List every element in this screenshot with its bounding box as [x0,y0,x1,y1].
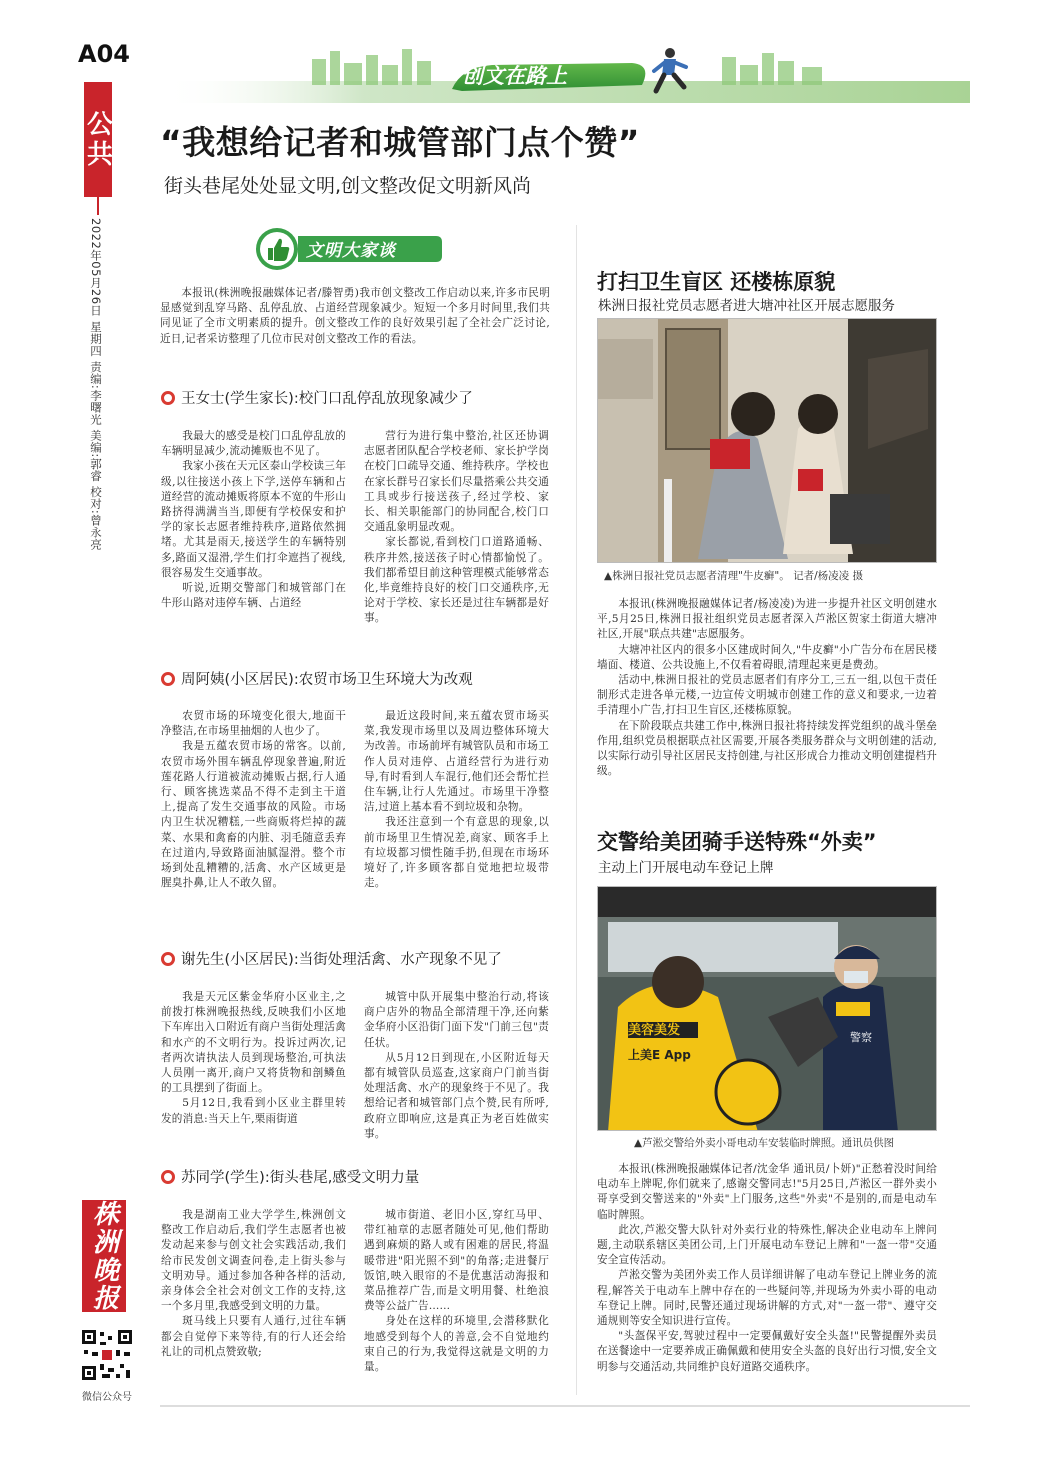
paragraph: 我是天元区紫金华府小区业主,之前拨打株洲晚报热线,反映我们小区地下车库出入口附近有商户当街处理活禽和水产的不文明行为。投诉过两次,记者两次请执法人员到现场整治,可执法人员刚一离开,商户又将货物和剖鳞鱼的工具摆到了街面上。 [161,991,346,1095]
page-number: A04 [78,40,130,68]
paragraph: 城管中队开展集中整治行动,将该商户店外的物品全部清理干净,还向紫金华府小区沿街门面下发"门前三包"责任状。 [364,991,549,1049]
date-line: 2022年05月26日 星期四 责编:李曙光 美编:郭睿 校对:曾永亮 [89,218,103,551]
paragraph: 从5月12日到现在,小区附近每天都有城管队员巡查,这家商户门前当街处理活禽、水产的现象终于不见了。我想给记者和城管部门点个赞,民有所呼,政府立即响应,这是真正为老百姓做实事。 [364,1051,549,1140]
intro-paragraph: 本报讯(株洲晚报融媒体记者/滕智勇)我市创文整改工作启动以来,许多市民明显感觉到乱穿马路、乱停乱放、占道经营现象减少。短短一个多月时间里,我们共同见证了全市文明素质的提升。创文整改工作的良好效果引起了全社会广泛讨论,近日,记者采访整理了几位市民对创文整改工作的看法。 [160,287,550,345]
police-photo-scene [598,887,937,1131]
headline: “我想给记者和城管部门点个赞” [160,123,640,162]
column-divider [576,225,577,1395]
paragraph: 本报讯(株洲晚报融媒体记者/杨凌凌)为进一步提升社区文明创建水平,5月25日,株洲日报社组织党员志愿者深入芦淞区贺家土街道大塘冲社区,开展"联点共建"志愿服务。 [597,598,937,641]
volunteer-photo-scene [598,319,937,563]
bullet-icon [161,1170,175,1184]
paper-logo-text: 株洲晚报 [88,1200,119,1312]
right-story-2-body [597,1162,937,1375]
paragraph: 我是五蕴农贸市场的常客。以前,农贸市场外围车辆乱停现象普遍,附近莲花路人行道被流动摊贩占据,行人通行、顾客挑选菜品不得不走到主干道上,提高了发生交通事故的风险。市场内卫生状况糟糕,一些商贩将烂掉的蔬菜、水果和禽畜的内脏、羽毛随意丢弃在过道内,导致路面油腻湿滑。整个市场到处乱糟糟的,活禽、水产区域更是腥臭扑鼻,让人不敢久留。 [161,740,346,890]
section-2-col-2 [364,709,549,891]
paragraph: 本报讯(株洲晚报融媒体记者/沈金华 通讯员/卜妍)"正愁着没时间给电动车上牌呢,你们就来了,感谢交警同志!"5月25日,芦淞区一群外卖小哥享受到交警送来的"外卖"上门服务,这些"外卖"不是别的,而是电动车临时牌照。 [597,1163,937,1221]
section-heading-text: 周阿姨(小区居民):农贸市场卫生环境大为改观 [181,672,473,688]
section-line [97,195,99,215]
wechat-label: 微信公众号 [82,1392,132,1403]
police-badge-text: 警察 [850,1031,872,1044]
paragraph: 身处在这样的环境里,会潜移默化地感受到每个人的善意,会不自觉地约束自己的行为,我觉得这就是文明的力量。 [364,1315,549,1374]
headline-subtitle: 街头巷尾处处显文明,创文整改促文明新风尚 [164,175,532,197]
paragraph: "头盔保平安,驾驶过程中一定要佩戴好安全头盔!"民警提醒外卖员在送餐途中一定要养成正确佩戴和使用安全头盔的良好出行习惯,安全文明参与交通活动,共同维护良好道路交通秩序。 [597,1330,937,1373]
banner-title: 创文在路上 [462,64,567,88]
section-4-col-1 [161,1208,346,1360]
paragraph: 我是湖南工业大学学生,株洲创文整改工作启动后,我们学生志愿者也被发动起来参与创文社会实践活动,我们给市民发创文调查问卷,走上街头参与文明劝导。通过参加各种各样的活动,亲身体会全社会对创文工作的支持,这一个多月里,我感受到文明的力量。 [161,1209,346,1313]
right-story-2-title: 交警给美团骑手送特殊“外卖” [597,830,877,854]
right-story-1-body [597,597,937,779]
paper-logo [82,1200,126,1312]
section-heading-3 [161,948,502,969]
police-photo [597,886,937,1131]
section-3-col-2 [364,990,549,1142]
jacket-sign-2: 上美E App [628,1048,691,1062]
bullet-icon [161,672,175,686]
paragraph: 城市街道、老旧小区,穿红马甲、带红袖章的志愿者随处可见,他们帮助遇到麻烦的路人或有困难的居民,将温暖带进"阳光照不到"的角落;走进餐厅饭馆,映入眼帘的不是优惠活动海报和菜品推荐广告,而是文明用餐、杜绝浪费等公益广告…… [364,1209,549,1313]
section-1-col-1 [161,429,346,611]
right-story-1-subtitle: 株洲日报社党员志愿者进大塘冲社区开展志愿服务 [598,298,895,314]
paragraph: 斑马线上只要有人通行,过往车辆都会自觉停下来等待,有的行人还会给礼让的司机点赞致敬; [161,1315,346,1358]
section-3-col-1 [161,990,346,1127]
qr-code-icon [80,1328,134,1382]
paragraph: 芦淞交警为美团外卖工作人员详细讲解了电动车登记上牌业务的流程,解答关于电动车上牌中存在的一些疑问等,并现场为外卖小哥的电动车登记上牌。同时,民警还通过现场讲解的方式,对"一盔一带"、遵守交通规则等安全知识进行宣传。 [597,1269,937,1328]
section-1-col-2 [364,429,549,627]
bullet-icon [161,952,175,966]
banner-graphic [162,45,970,107]
section-4-col-2 [364,1208,549,1375]
paragraph: 活动中,株洲日报社的党员志愿者们有序分工,三五一组,以包干责任制形式走进各单元楼,一边宣传文明城市创建工作的意义和要求,一边着手清理小广告,打扫卫生盲区,还楼栋原貌。 [597,674,937,717]
bullet-icon [161,391,175,405]
section-heading-text: 谢先生(小区居民):当街处理活禽、水产现象不见了 [181,952,502,968]
paragraph: 农贸市场的环境变化很大,地面干净整洁,在市场里抽烟的人也少了。 [161,710,346,738]
paragraph: 我还注意到一个有意思的现象,以前市场里卫生情况差,商家、顾客手上有垃圾都习惯性随手扔,但现在市场环境好了,许多顾客都自觉地把垃圾带走。 [364,816,549,890]
right-story-1-title: 打扫卫生盲区 还楼栋原貌 [597,270,836,294]
column-badge [254,226,444,272]
paragraph: 最近这段时间,来五蕴农贸市场买菜,我发现市场里以及周边整体环境大为改善。市场前坪有城管队员和市场工作人员对违停、占道经营行为进行劝导,有时看到人车混行,他们还会帮忙拦住车辆,让行人先通过。市场里干净整洁,过道上基本看不到垃圾和杂物。 [364,710,549,814]
police-photo-caption: ▲芦淞交警给外卖小哥电动车安装临时牌照。通讯员供图 [634,1137,895,1149]
paragraph: 家长都说,看到校门口道路通畅、秩序井然,接送孩子时心情都愉悦了。我们都希望目前这种管理模式能够常态化,毕竟维持良好的校门口交通秩序,无论对于学校、家长还是过往车辆都是好事。 [364,536,549,625]
section-label: 公共 [82,109,113,170]
section-heading-text: 苏同学(学生):街头巷尾,感受文明力量 [181,1170,420,1186]
paragraph: 5月12日,我看到小区业主群里转发的消息:当天上午,栗雨街道 [161,1097,346,1125]
jacket-sign-1: 美容美发 [628,1023,681,1038]
paragraph: 在下阶段联点共建工作中,株洲日报社将持续发挥党组织的战斗堡垒作用,组织党员根据联点社区需要,开展各类服务群众与文明创建的活动,以实际行动引导社区居民支持创建,与社区形成合力推动文明创建提档升级。 [597,719,937,778]
right-story-2-subtitle: 主动上门开展电动车登记上牌 [598,860,774,876]
paragraph: 我家小孩在天元区泰山学校读三年级,以往接送小孩上下学,送停车辆和占道经营的流动摊贩将原本不宽的牛形山路挤得满满当当,即便有学校保安和护学的家长志愿者维持秩序,道路依然拥堵。尤其是雨天,接送学生的车辆特别多,路面又湿滑,学生们打伞遮挡了视线,很容易发生交通事故。 [161,460,346,579]
paragraph: 大塘冲社区内的很多小区建成时间久,"牛皮癣"小广告分布在居民楼墙面、楼道、公共设施上,不仅看着碍眼,清理起来更是费劲。 [597,643,937,671]
wechat-qr-code[interactable] [80,1328,134,1382]
column-badge-label: 文明大家谈 [306,241,396,261]
paragraph: 我最大的感受是校门口乱停乱放的车辆明显减少,流动摊贩也不见了。 [161,430,346,458]
paragraph: 此次,芦淞交警大队针对外卖行业的特殊性,解决企业电动车上牌问题,主动联系辖区美团公司,上门开展电动车登记上牌和"一盔一带"交通安全宣传活动。 [597,1223,937,1267]
volunteer-photo-caption: ▲株洲日报社党员志愿者清理"牛皮癣"。 记者/杨凌凌 摄 [604,570,863,582]
volunteer-photo [597,318,937,563]
bottom-rule [160,1405,970,1407]
paragraph: 营行为进行集中整治,社区还协调志愿者团队配合学校老师、家长护学岗在校门口疏导交通、维持秩序。学校也在家长群号召家长们尽量搭乘公共交通工具或步行接送孩子,经过学校、家长、相关职能部门的协同配合,校门口交通乱象明显改观。 [364,430,549,534]
section-heading-1 [161,387,473,408]
paragraph: 听说,近期交警部门和城管部门在牛形山路对违停车辆、占道经 [161,582,346,610]
section-heading-4 [161,1166,419,1187]
section-heading-2 [161,668,473,689]
section-tab [84,82,112,197]
section-heading-text: 王女士(学生家长):校门口乱停乱放现象减少了 [181,391,473,407]
section-2-col-1 [161,709,346,891]
top-banner [162,45,970,107]
